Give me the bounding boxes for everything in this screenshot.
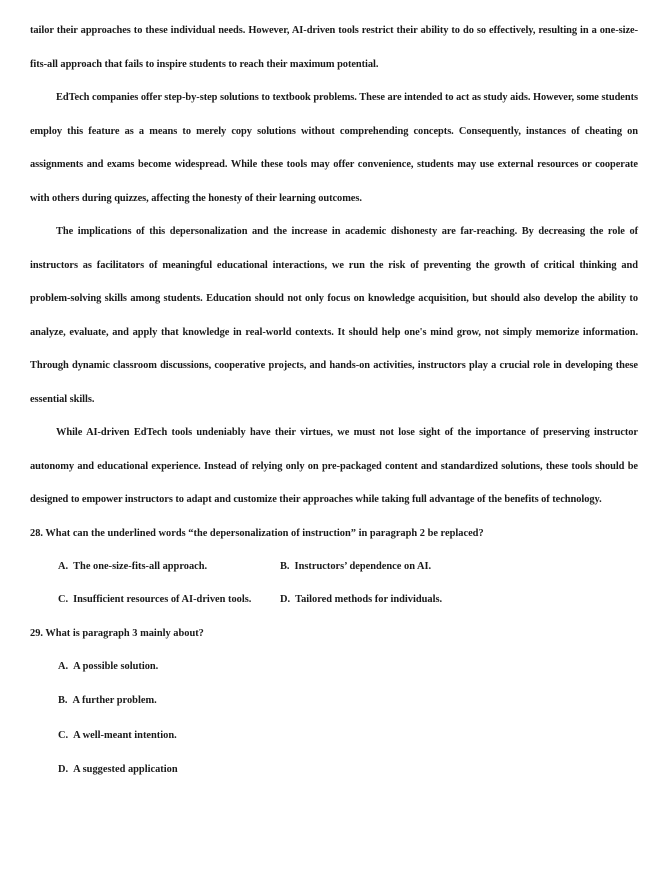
question-29-option-d xyxy=(30,753,638,788)
paragraph-2: EdTech companies offer step-by-step solutions to textbook problems. These are intended to act as study aids. However, some students employ this feature as a means to merely copy solutions without comprehending concepts. Consequently, instances of cheating on assignments and exams become widespread. While these tools may offer convenience, students may use external resources or cooperate with others during quizzes, affecting the honesty of their learning outcomes. xyxy=(30,92,638,204)
question-29-option-c xyxy=(30,719,638,754)
option-letter: A. xyxy=(58,560,69,572)
option-text: Insufficient resources of AI-driven tools. xyxy=(73,594,252,605)
option-letter: C. xyxy=(58,729,69,741)
option-text: A possible solution. xyxy=(73,660,159,672)
question-29-option-a xyxy=(30,650,638,685)
option-letter: D. xyxy=(58,764,69,775)
option-letter: B. xyxy=(280,560,290,572)
paragraph-4: While AI-driven EdTech tools undeniably have their virtues, we must not lose sight of the importance of preserving instructor autonomy and educational experience. Instead of relying only on pre-packaged content and standardized solutions, these tools should be designed to empower instructors to adapt and customize their approaches while taking full advantage of the benefits of technology. xyxy=(30,427,638,505)
option-letter: C. xyxy=(58,594,69,605)
question-28-option-b xyxy=(280,550,431,584)
option-text: A well-meant intention. xyxy=(73,729,177,741)
question-28-option-c xyxy=(30,583,280,617)
paragraph-1-continuation: tailor their approaches to these individual needs. However, AI-driven tools restrict their ability to do so effectively, resulting in a one-size-fits-all approach that fails to inspire students to reach their maximum potential. xyxy=(30,25,638,70)
question-28-option-a xyxy=(30,550,280,584)
option-text: A further problem. xyxy=(72,695,157,706)
option-letter: B. xyxy=(58,695,68,706)
question-28-stem: 28. What can the underlined words “the depersonalization of instruction” in paragraph 2 be replaced? xyxy=(30,527,484,539)
question-28 xyxy=(30,517,638,617)
option-text: A suggested application xyxy=(73,764,178,775)
question-28-options-row-2 xyxy=(30,583,638,617)
option-letter: D. xyxy=(280,594,291,605)
option-text: Instructors’ dependence on AI. xyxy=(294,560,432,572)
question-29 xyxy=(30,617,638,788)
question-29-stem: 29. What is paragraph 3 mainly about? xyxy=(30,627,204,639)
question-29-option-b xyxy=(30,684,638,719)
option-text: Tailored methods for individuals. xyxy=(295,594,443,605)
option-letter: A. xyxy=(58,660,69,672)
option-text: The one-size-fits-all approach. xyxy=(73,560,208,572)
paragraph-3: The implications of this depersonalization and the increase in academic dishonesty are far-reaching. By decreasing the role of instructors as facilitators of meaningful educational interactions, we run the risk of preventing the growth of critical thinking and problem-solving skills among students. Education should not only focus on knowledge acquisition, but should also develop the ability to analyze, evaluate, and apply that knowledge in real-world contexts. It should help one's mind grow, not simply memorize information. Through dynamic classroom discussions, cooperative projects, and hands-on activities, instructors play a crucial role in developing these essential skills. xyxy=(30,226,638,405)
question-28-option-d xyxy=(280,583,442,617)
question-28-options-row-1 xyxy=(30,550,638,584)
